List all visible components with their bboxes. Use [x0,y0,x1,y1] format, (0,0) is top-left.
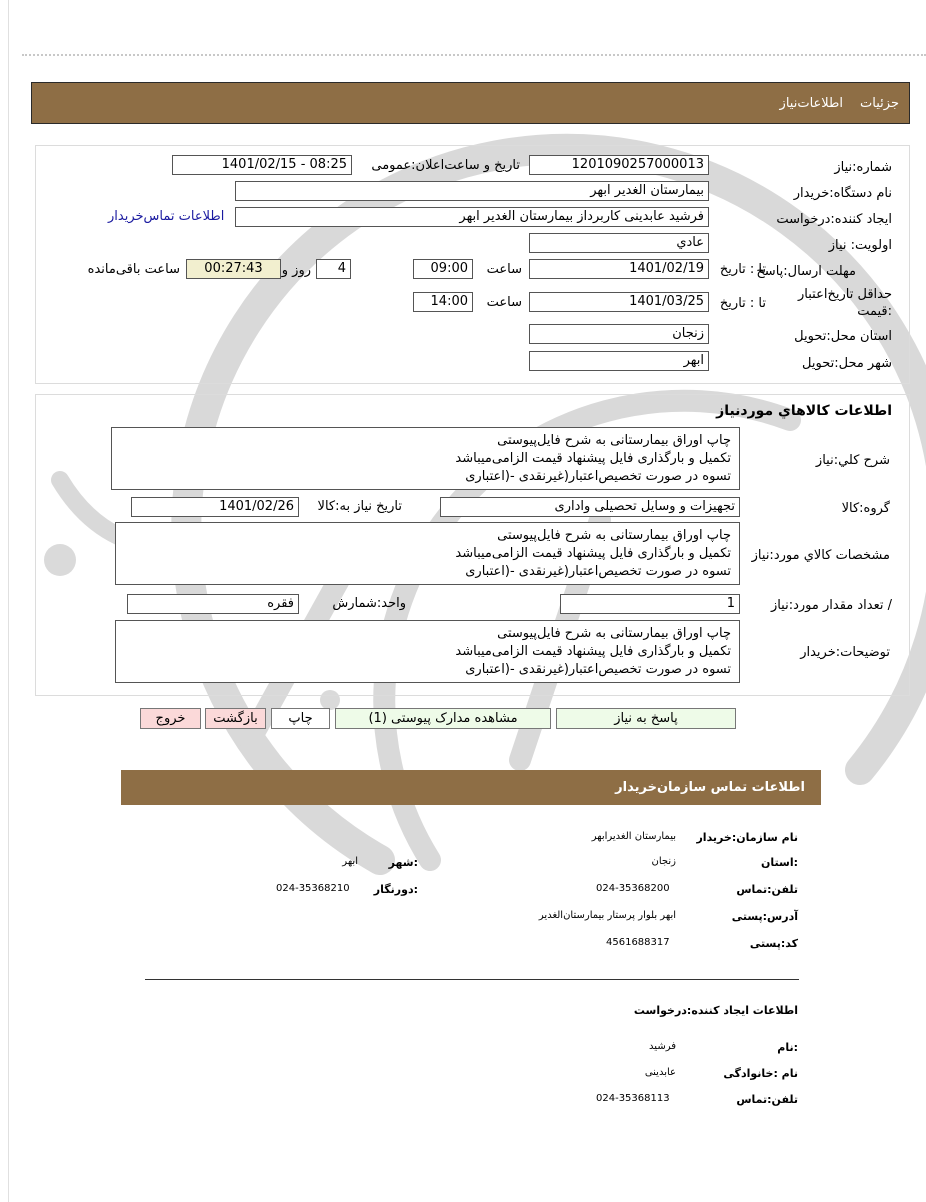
need-number-field: 1201090257000013 [529,155,709,175]
quantity-field: 1 [560,594,740,614]
announce-field: 1401/02/15 - 08:25 [172,155,352,175]
quantity-label: / تعداد مقدار مورد:نیاز [770,598,892,613]
general-desc-label: شرح کلي:نياز [815,453,890,468]
priority-label: اولویت: نیاز [828,238,892,253]
validity-to-date-label: تا : تاریخ [719,296,766,311]
buyer-contact-link[interactable]: اطلاعات تماس‌خریدار [108,209,225,224]
announce-label: تاریخ و ساعت‌اعلان:عمومی [371,158,520,173]
need-number-label: شماره:نیاز [834,160,892,175]
goods-spec-line-2: تکمیل و بارگذاری فایل پیشنهاد قیمت الزامی‌میباشد [455,546,731,561]
contact-province-label: :استان [761,856,798,869]
contact-separator [145,979,799,980]
general-desc-line-3: تسوه در صورت تخصیص‌اعتبار(غیرنقدی -(اعتباری [465,469,731,484]
days-and-label: روز و [281,263,311,278]
contact-fax-value: 024-35368210 [276,883,350,894]
buyer-notes-line-1: چاپ اوراق بیمارستانی به شرح فایل‌پیوستی [497,626,731,641]
deadline-date-field: 1401/02/19 [529,259,709,279]
buyer-notes-label: توضیحات:خریدار [800,645,890,660]
contact-postal-value: 4561688317 [606,937,670,948]
buyer-label: نام دستگاه:خریدار [793,186,892,201]
view-attachments-button[interactable]: مشاهده مدارک پیوستی (1) [335,708,551,729]
creator-label: ایجاد کننده:درخواست [776,212,892,227]
creator-field: فرشید عابدینی کاربرداز بیمارستان الغدیر ابهر [235,207,709,227]
deadline-label: مهلت ارسال:پاسخ [756,264,856,279]
validity-time-field: 14:00 [413,292,473,312]
buyer-field: بیمارستان الغدیر ابهر [235,181,709,201]
top-dotted-divider [22,54,926,56]
buyer-notes-line-3: تسوه در صورت تخصیص‌اعتبار(غیرنقدی -(اعتباری [465,662,731,677]
creator-info-title: اطلاعات ایجاد کننده:درخواست [633,1004,798,1017]
back-button[interactable]: بازگشت [205,708,266,729]
contact-province-value: زنجان [651,856,676,867]
priority-field: عادي [529,233,709,253]
deadline-time-field: 09:00 [413,259,473,279]
validity-label-line2: :قیمت [857,304,892,319]
validity-time-label: ساعت [486,295,522,310]
province-label: استان محل:تحویل [794,329,892,344]
creator-phone-value: 024-35368113 [596,1093,670,1104]
creator-first-name-value: فرشید [649,1041,676,1052]
buyer-notes-line-2: تکمیل و بارگذاری فایل پیشنهاد قیمت الزامی‌میباشد [455,644,731,659]
buyer-notes-box [115,620,740,683]
general-desc-line-2: تکمیل و بارگذاری فایل پیشنهاد قیمت الزامی‌میباشد [455,451,731,466]
goods-group-field: تجهیزات و وسایل تحصیلی واداری [440,497,740,517]
deadline-time-label: ساعت [486,262,522,277]
time-remaining-label: ساعت باقی‌مانده [87,262,180,277]
goods-spec-box [115,522,740,585]
unit-label: واحد:شمارش [332,596,406,611]
unit-field: فقره [127,594,299,614]
general-desc-box [111,427,740,490]
days-remaining-field: 4 [316,259,351,279]
buyer-contact-title: اطلاعات تماس سازمان‌خریدار [615,780,805,795]
contact-fax-label: :دورنگار [373,883,418,896]
validity-label-line1: حداقل تاریخ‌اعتبار [798,287,892,302]
goods-spec-line-3: تسوه در صورت تخصیص‌اعتبار(غیرنقدی -(اعتباری [465,564,731,579]
contact-address-label: آدرس:پستی [731,910,798,923]
tab-need-info[interactable]: اطلاعات‌نیاز [779,96,843,111]
respond-button[interactable]: پاسخ به نیاز [556,708,736,729]
goods-spec-label: مشخصات کالاي مورد:نياز [751,548,890,563]
contact-phone-label: تلفن:تماس [736,883,798,896]
time-remaining-field: 00:27:43 [186,259,281,279]
org-name-value: بیمارستان الغدیرابهر [591,831,676,842]
org-name-label: نام سازمان:خریدار [696,831,798,844]
goods-section-title: اطلاعات کالاهاي مورد‌نياز [716,403,892,419]
need-date-field: 1401/02/26 [131,497,299,517]
contact-city-label: :شهر [388,856,418,869]
city-field: ابهر [529,351,709,371]
page-left-border [8,0,9,1202]
province-field: زنجان [529,324,709,344]
deadline-to-date-label: تا : تاریخ [719,262,766,277]
creator-family-label: نام :خانوادگی [723,1067,798,1080]
contact-address-value: ابهر بلوار پرستار بیمارستان‌الغدیر [538,910,676,921]
creator-phone-label: تلفن:تماس [736,1093,798,1106]
contact-phone-value: 024-35368200 [596,883,670,894]
goods-group-label: گروه:کالا [841,501,890,516]
print-button[interactable]: چاپ [271,708,330,729]
creator-first-name-label: :نام [777,1041,798,1054]
buyer-contact-header [121,770,821,805]
tab-details[interactable]: جزئیات [860,96,899,111]
exit-button[interactable]: خروج [140,708,201,729]
goods-spec-line-1: چاپ اوراق بیمارستانی به شرح فایل‌پیوستی [497,528,731,543]
contact-postal-label: کد:پستی [749,937,798,950]
creator-family-value: عابدینی [644,1067,676,1078]
page-header-bar [31,82,910,124]
city-label: شهر محل:تحویل [802,356,892,371]
contact-city-value: ابهر [342,856,358,867]
general-desc-line-1: چاپ اوراق بیمارستانی به شرح فایل‌پیوستی [497,433,731,448]
need-date-label: تاریخ نیاز به:کالا [317,499,402,514]
validity-date-field: 1401/03/25 [529,292,709,312]
